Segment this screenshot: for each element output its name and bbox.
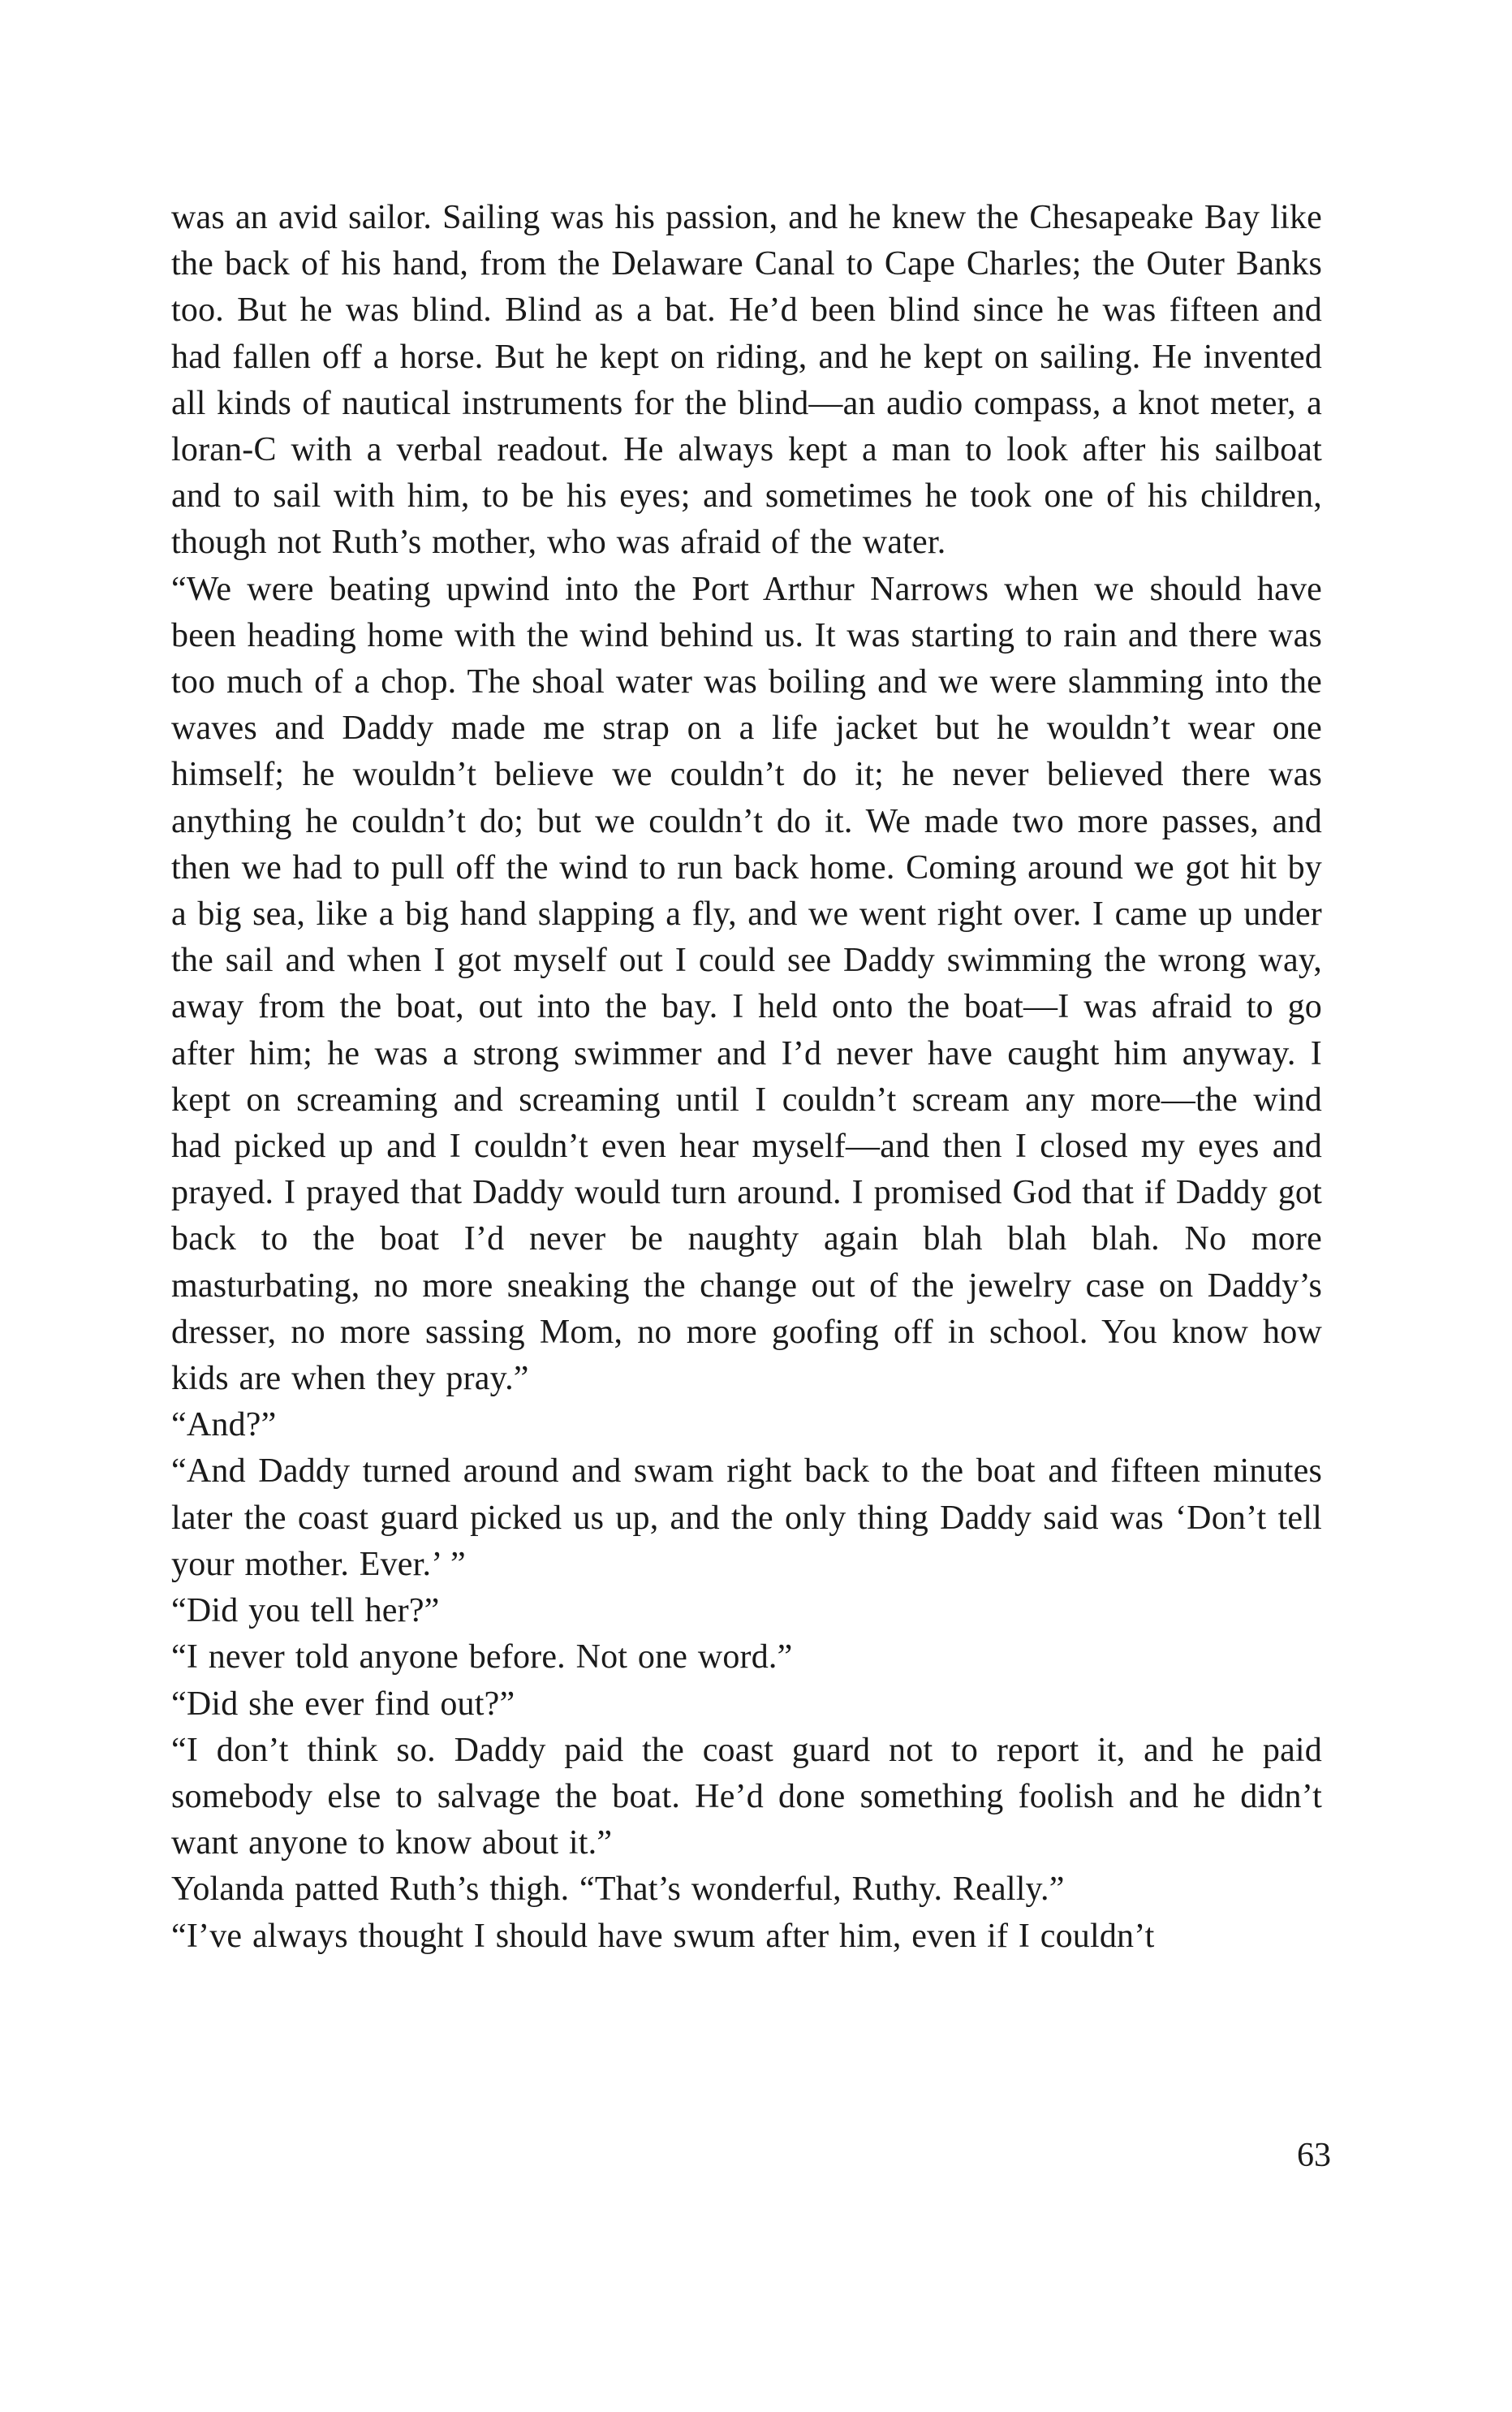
paragraph-continuation: was an avid sailor. Sailing was his passion, and he knew the Chesapeake Bay like the back of his hand, from the Delaware Canal to Cape Charles; the Outer Banks too. But he was blind. Blind as a bat. He’d been blind since he was fifteen and had fallen off a horse. But he kept on riding, and he kept on sailing. He invented all kinds of nautical instruments for the blind—an audio compass, a knot meter, a loran-C with a verbal readout. He always kept a man to look after his sailboat and to sail with him, to be his eyes; and sometimes he took one of his children, though not Ruth’s mother, who was afraid of the water.	[171, 199, 1322, 562]
paragraph: “And Daddy turned around and swam right back to the boat and fifteen minutes later the coast guard picked us up, and the only thing Daddy said was ‘Don’t tell your mother. Ever.’ ”	[171, 1452, 1322, 1583]
paragraph: “And?”	[171, 1406, 277, 1444]
paragraph: Yolanda patted Ruth’s thigh. “That’s wonderful, Ruthy. Really.”	[171, 1870, 1065, 1909]
paragraph: “Did you tell her?”	[171, 1592, 440, 1630]
paragraph: “I never told anyone before. Not one word.”	[171, 1638, 793, 1676]
paragraph: “Did she ever find out?”	[171, 1685, 515, 1723]
page-number: 63	[1297, 2137, 1331, 2174]
paragraph: “We were beating upwind into the Port Arthur Narrows when we should have been heading home with the wind behind us. It was starting to rain and there was too much of a chop. The shoal water was boiling and we were slamming into the waves and Daddy made me strap on a life jacket but he wouldn’t wear one himself; he wouldn’t believe we couldn’t do it; he never believed there was anything he couldn’t do; but we couldn’t do it. We made two more passes, and then we had to pull off the wind to run back home. Coming around we got hit by a big sea, like a big hand slapping a fly, and we went right over. I came up under the sail and when I got myself out I could see Daddy swimming the wrong way, away from the boat, out into the bay. I held onto the boat—I was afraid to go after him; he was a strong swimmer and I’d never have caught him anyway. I kept on screaming and screaming until I couldn’t scream any more—the wind had picked up and I couldn’t even hear myself—and then I closed my eyes and prayed. I prayed that Daddy would turn around. I promised God that if Daddy got back to the boat I’d never be naughty again blah blah blah. No more masturbating, no more sneaking the change out of the jewelry case on Daddy’s dresser, no more sassing Mom, no more goofing off in school. You know how kids are when they pray.”	[171, 570, 1322, 1398]
paragraph: “I don’t think so. Daddy paid the coast guard not to report it, and he paid somebody else to salvage the boat. He’d done something foolish and he didn’t want anyone to know about it.”	[171, 1731, 1322, 1862]
paragraph-last: “I’ve always thought I should have swum after him, even if I couldn’t	[171, 1917, 1155, 1955]
body-text	[171, 195, 1322, 1960]
